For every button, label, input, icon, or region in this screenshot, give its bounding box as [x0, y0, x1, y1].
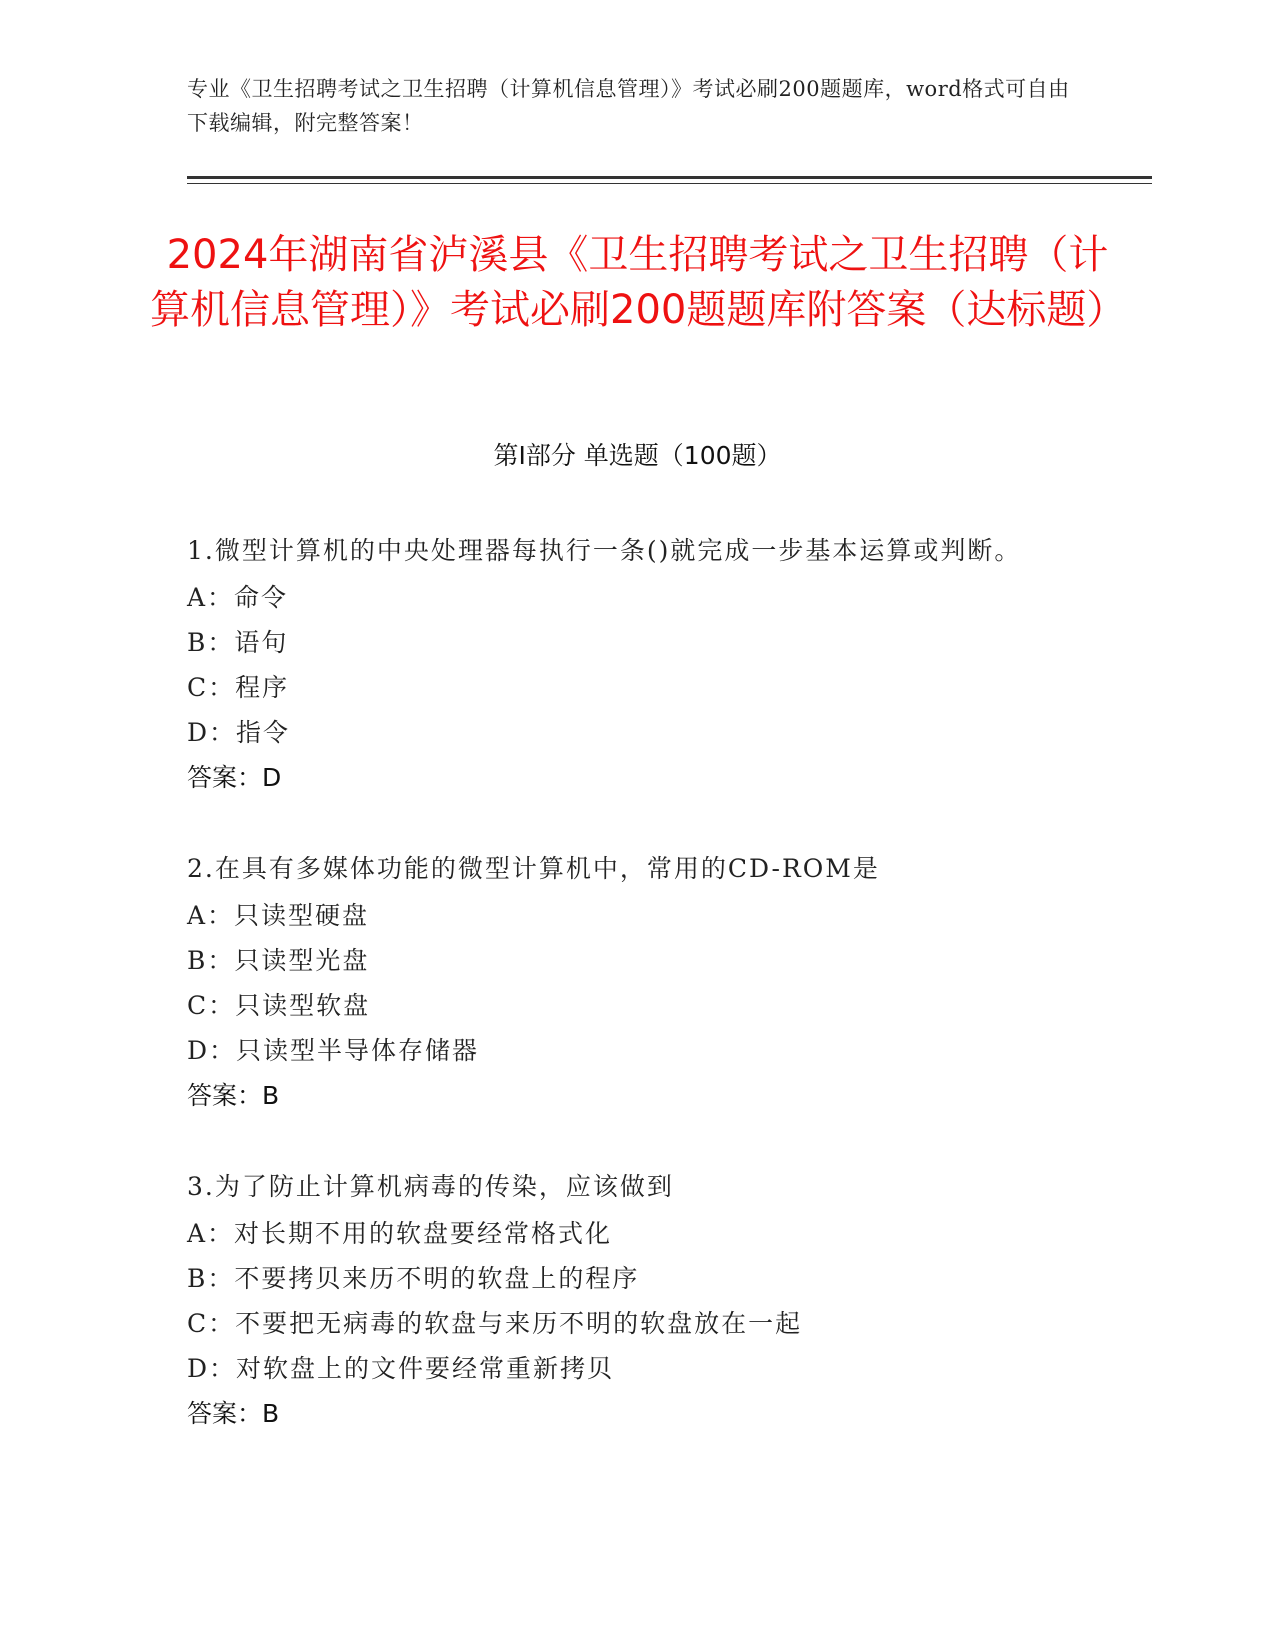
section-title: 第Ⅰ部分 单选题（100题）: [493, 441, 782, 470]
option-c: C：程序: [187, 673, 290, 702]
question-list: [187, 527, 1087, 1481]
option-d: D：指令: [187, 718, 291, 747]
question-2: [187, 845, 1087, 1119]
question-stem: 1.微型计算机的中央处理器每执行一条()就完成一步基本运算或判断。: [187, 536, 1022, 565]
option-d: D：对软盘上的文件要经常重新拷贝: [187, 1354, 615, 1383]
option-c: C：只读型软盘: [187, 991, 371, 1020]
question-3: [187, 1163, 1087, 1437]
header-note: 专业《卫生招聘考试之卫生招聘（计算机信息管理）》考试必刷200题题库，word格式可自由下载编辑，附完整答案！: [187, 77, 1070, 135]
answer: 答案：D: [187, 763, 282, 792]
option-b: B：只读型光盘: [187, 946, 370, 975]
option-a: A：命令: [187, 583, 289, 612]
option-b: B：语句: [187, 628, 289, 657]
document-title: 2024年湖南省泸溪县《卫生招聘考试之卫生招聘（计算机信息管理）》考试必刷200题题库附答案（达标题）: [150, 232, 1127, 333]
option-a: A：对长期不用的软盘要经常格式化: [187, 1219, 613, 1248]
header-divider-thick: [187, 176, 1152, 179]
answer: 答案：B: [187, 1399, 280, 1428]
question-stem: 2.在具有多媒体功能的微型计算机中，常用的CD-ROM是: [187, 854, 880, 883]
question-stem: 3.为了防止计算机病毒的传染，应该做到: [187, 1172, 674, 1201]
option-a: A：只读型硬盘: [187, 901, 370, 930]
answer: 答案：B: [187, 1081, 280, 1110]
option-c: C：不要把无病毒的软盘与来历不明的软盘放在一起: [187, 1309, 803, 1338]
option-b: B：不要拷贝来历不明的软盘上的程序: [187, 1264, 640, 1293]
question-1: [187, 527, 1087, 801]
header-divider-thin: [187, 183, 1152, 184]
option-d: D：只读型半导体存储器: [187, 1036, 480, 1065]
